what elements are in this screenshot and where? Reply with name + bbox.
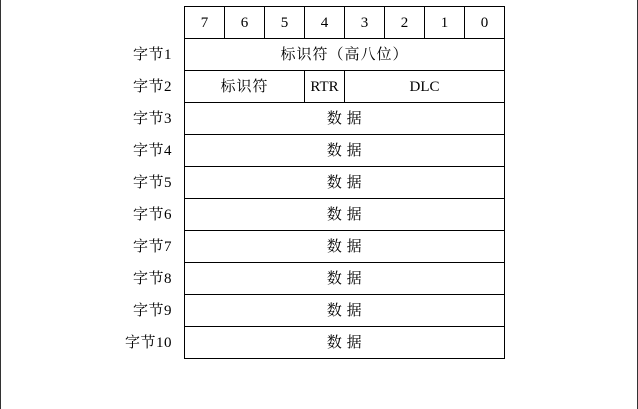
byte-label-1: 字节1 xyxy=(132,46,172,63)
field-data-4: 数 据 xyxy=(185,135,505,167)
byte-label-2: 字节2 xyxy=(132,78,172,95)
byte-label-7: 字节7 xyxy=(132,238,172,255)
bit-number-0: 0 xyxy=(465,7,505,39)
byte-label-9: 字节9 xyxy=(132,302,172,319)
field-data-3: 数 据 xyxy=(185,103,505,135)
bit-number-2: 2 xyxy=(385,7,425,39)
table-row xyxy=(61,263,505,295)
table-body xyxy=(61,7,505,359)
bit-number-4: 4 xyxy=(305,7,345,39)
field-data-10: 数 据 xyxy=(185,327,505,359)
bit-number-3: 3 xyxy=(345,7,385,39)
table-row xyxy=(61,39,505,71)
field-dlc: DLC xyxy=(345,71,505,103)
byte-label-3: 字节3 xyxy=(132,110,172,127)
table-row xyxy=(61,167,505,199)
table-row xyxy=(61,199,505,231)
field-rtr: RTR xyxy=(305,71,345,103)
bit-number-7: 7 xyxy=(185,7,225,39)
byte-label-4: 字节4 xyxy=(132,142,172,159)
table-row xyxy=(61,135,505,167)
table-row xyxy=(61,295,505,327)
field-identifier-low: 标识符 xyxy=(185,71,305,103)
bit-number-1: 1 xyxy=(425,7,465,39)
table-row xyxy=(61,231,505,263)
field-data-9: 数 据 xyxy=(185,295,505,327)
bit-number-6: 6 xyxy=(225,7,265,39)
bit-layout-table xyxy=(61,6,505,359)
field-identifier-high: 标识符（高八位） xyxy=(185,39,505,71)
bit-number-5: 5 xyxy=(265,7,305,39)
table-row xyxy=(61,327,505,359)
bit-number-header-row xyxy=(61,7,505,39)
byte-label-8: 字节8 xyxy=(132,270,172,287)
field-data-5: 数 据 xyxy=(185,167,505,199)
field-data-8: 数 据 xyxy=(185,263,505,295)
byte-label-10: 字节10 xyxy=(124,334,172,351)
byte-label-6: 字节6 xyxy=(132,206,172,223)
can-frame-layout-diagram xyxy=(61,6,581,359)
byte-label-5: 字节5 xyxy=(132,174,172,191)
field-data-7: 数 据 xyxy=(185,231,505,263)
table-row xyxy=(61,103,505,135)
header-row-label-spacer xyxy=(61,7,185,39)
table-row xyxy=(61,71,505,103)
field-data-6: 数 据 xyxy=(185,199,505,231)
